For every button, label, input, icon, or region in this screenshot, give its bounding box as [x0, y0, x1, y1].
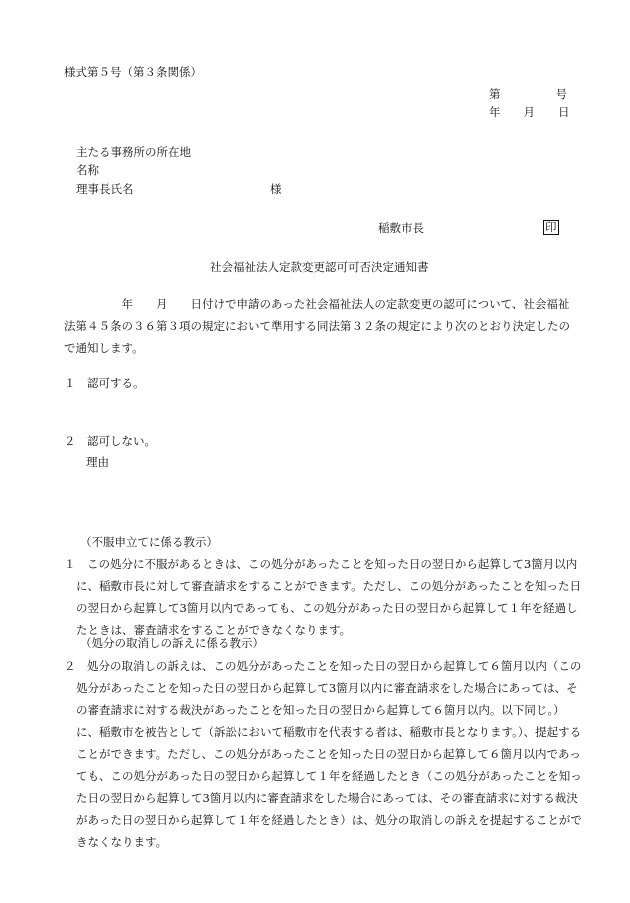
honorific: 様 — [270, 182, 282, 196]
appeal-notice-heading: （不服申立てに係る教示） — [80, 535, 218, 549]
lawsuit-notice-heading: （処分の取消しの訴えに係る教示） — [80, 636, 264, 650]
lawsuit-notice-text: ２ 処分の取消しの訴えは、この処分があったことを知った日の翌日から起算して６箇月以内（この処分があったことを知った日の翌日から起算して3箇月以内に審査請求をした場合にあっては、その審査請求に対する裁決があったことを知った日の翌日から起算して６箇月以内。以下同じ。）に、稲敷市を被告として（訴訟において稲敷市を代表する者は、稲敷市長となります。）、提起することができます。ただし、この処分があったことを知った日の翌日から起算して６箇月以内であっても、この処分があった日の翌日から起算して１年を経過したとき（この処分があったことを知った日の翌日から起算して3箇月以内に審査請求をした場合にあっては、その審査請求に対する裁決があった日の翌日から起算して１年を経過したとき）は、処分の取消しの訴えを提起することができなくなります。 — [64, 659, 582, 849]
document-number: 第 号 — [489, 87, 567, 101]
decision-approve: １ 認可する。 — [64, 376, 145, 390]
body-paragraph: 年 月 日付けで申請のあった社会福祉法人の定款変更の認可について、社会福祉法第４５条の３６第３項の規定において準用する同法第３２条の規定により次のとおり決定したので通知します。 — [64, 297, 570, 355]
form-label: 様式第５号（第３条関係） — [64, 65, 202, 79]
corporation-name-label: 名称 — [76, 163, 99, 177]
issue-date: 年 月 日 — [489, 105, 570, 119]
document-title: 社会福祉法人定款変更認可可否決定通知書 — [210, 260, 429, 274]
reason-label: 理由 — [86, 455, 109, 469]
appeal-notice-text: １ この処分に不服があるときは、この処分があったことを知った日の翌日から起算して3箇月以内に、稲敷市長に対して審査請求をすることができます。ただし、この処分があったことを知った日の翌日から起算して3箇月以内であっても、この処分があった日の翌日から起算して１年を経過したときは、審査請求をすることができなくなります。 — [64, 557, 581, 637]
office-location-label: 主たる事務所の所在地 — [76, 145, 191, 159]
director-name-label: 理事長氏名 — [76, 182, 134, 196]
seal-mark — [543, 220, 559, 235]
seal-box: 印 — [545, 220, 557, 234]
issuer-name: 稲敷市長 — [378, 221, 424, 235]
decision-reject: ２ 認可しない。 — [64, 434, 156, 448]
